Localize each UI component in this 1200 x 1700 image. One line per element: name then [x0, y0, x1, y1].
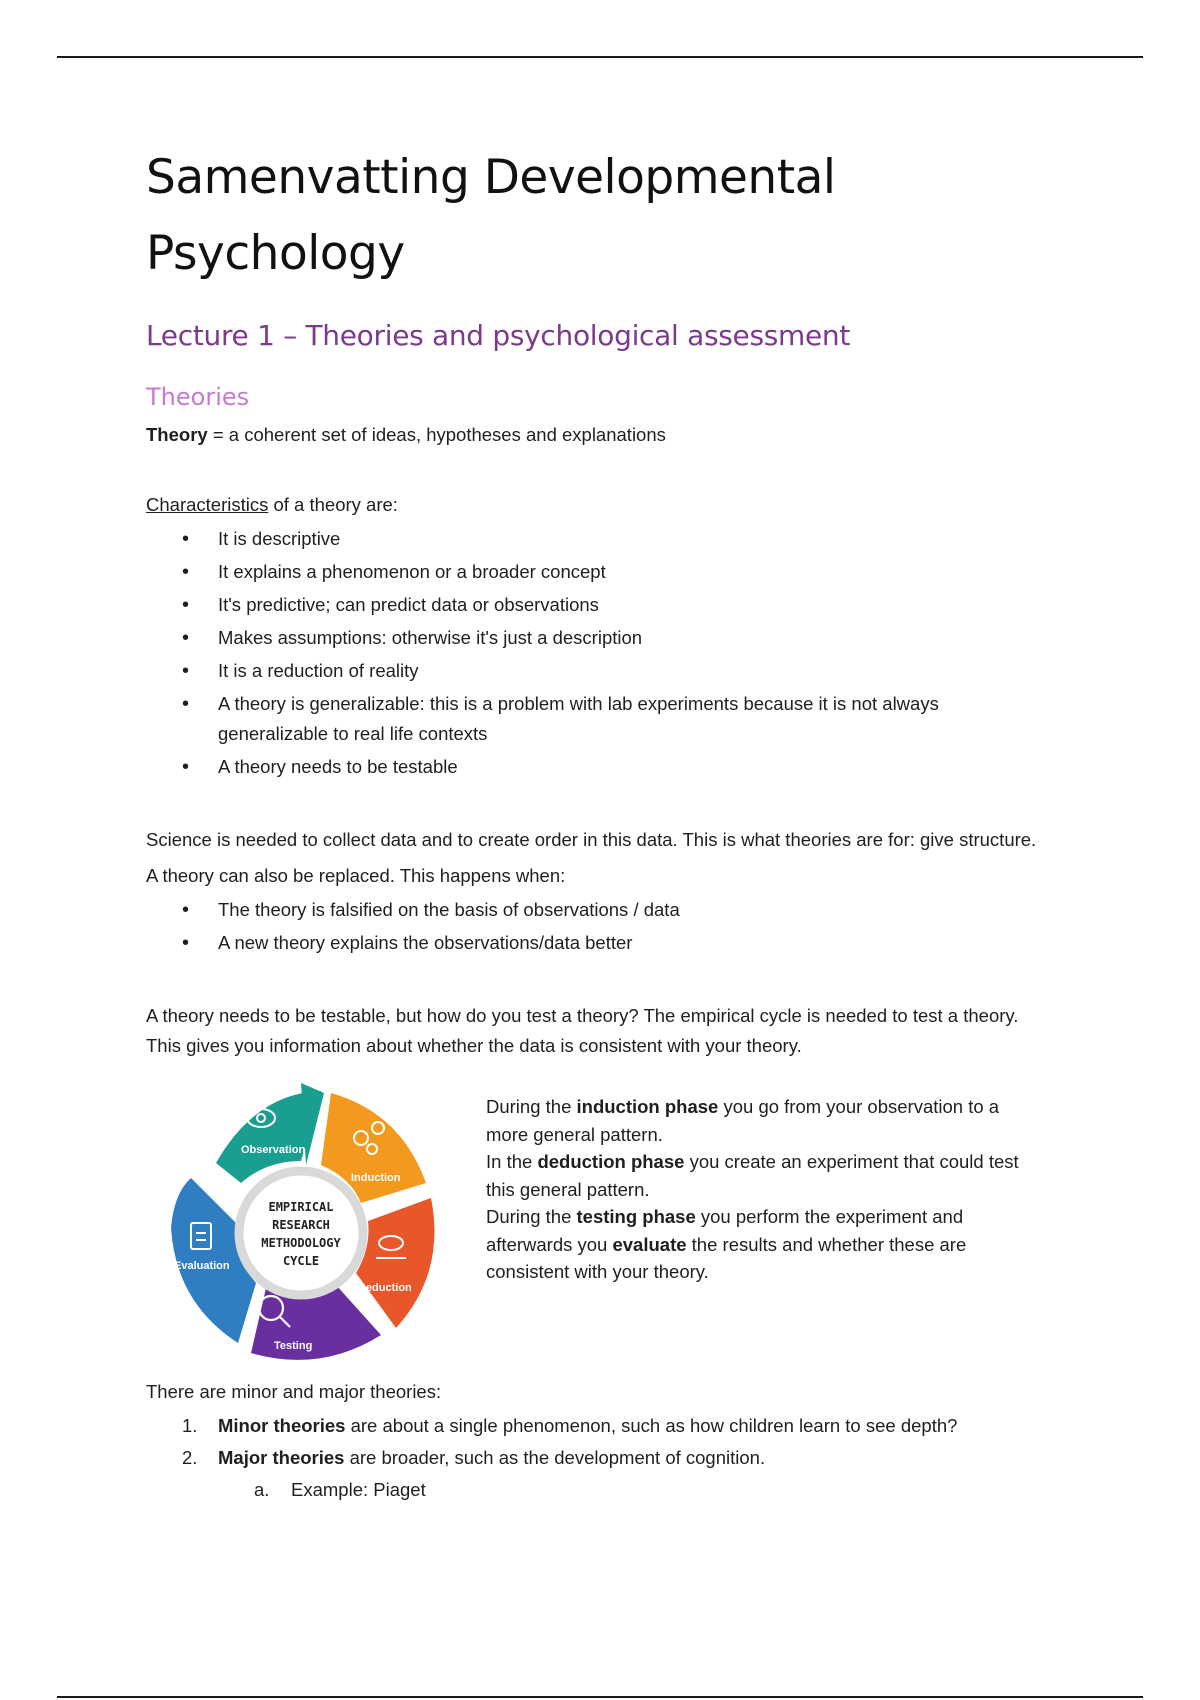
evaluate-term: evaluate	[612, 1233, 687, 1255]
list-item: • It is descriptive	[146, 524, 1046, 554]
theory-term: Theory	[146, 424, 208, 445]
science-paragraph: Science is needed to collect data and to create order in this data. This is what theories are for: give structure.	[146, 829, 1037, 850]
deduction-segment	[356, 1198, 434, 1328]
text-span: the results and whether these are consistent with your theory.	[486, 1233, 967, 1282]
empirical-cycle-diagram	[146, 1073, 446, 1373]
characteristics-list	[146, 524, 1046, 782]
deduction-term: deduction phase	[537, 1151, 685, 1172]
characteristics-intro-text: of a theory are:	[268, 494, 398, 515]
text-span: During the	[486, 1096, 577, 1117]
replace-list	[146, 895, 1046, 958]
document-title	[146, 140, 1046, 292]
theory-def-text: = a coherent set of ideas, hypotheses and explanations	[207, 424, 666, 445]
text-span: During the	[486, 1206, 577, 1227]
list-item	[146, 1443, 1046, 1505]
list-letter: a.	[254, 1479, 270, 1500]
theory-types-list	[146, 1411, 1046, 1505]
title-line-1: Samenvatting Developmental	[146, 150, 836, 205]
text-span: Example: Piaget	[291, 1479, 426, 1500]
list-item	[146, 1411, 1046, 1441]
title-line-2: Psychology	[146, 226, 405, 281]
induction-paragraph	[486, 1093, 1046, 1148]
section-heading: Theories	[146, 383, 250, 411]
list-item: • The theory is falsified on the basis of observations / data	[146, 895, 1046, 925]
theories-intro: There are minor and major theories:	[146, 1381, 442, 1402]
sub-list	[146, 1475, 1046, 1505]
list-number: 2.	[182, 1447, 198, 1468]
replace-intro: A theory can also be replaced. This happens when:	[146, 865, 566, 886]
empirical-cycle-section	[146, 1073, 1046, 1373]
text-span: are about a single phenomenon, such as how children learn to see depth?	[345, 1415, 958, 1436]
bottom-rule	[57, 1696, 1143, 1698]
observation-label: Observation	[241, 1144, 306, 1156]
cycle-center-line-3: METHODOLOGY	[261, 1236, 341, 1250]
cycle-center-line-2: RESEARCH	[272, 1218, 330, 1232]
testing-term: testing phase	[576, 1206, 696, 1227]
list-item: • It explains a phenomenon or a broader concept	[146, 557, 1046, 587]
list-item: • A theory needs to be testable	[146, 752, 1046, 782]
text-span: are broader, such as the development of cognition.	[344, 1447, 766, 1468]
characteristics-intro	[146, 490, 1046, 520]
testable-paragraph: A theory needs to be testable, but how do you test a theory? The empirical cycle is needed to test a theory. This gives you information about whether the data is consistent with your theory.	[146, 1005, 1019, 1056]
major-theories-term: Major theories	[218, 1447, 345, 1468]
induction-term: induction phase	[576, 1096, 719, 1117]
text-span: you create an experiment that could test this general pattern.	[486, 1151, 1019, 1200]
testing-paragraph	[486, 1203, 1046, 1286]
list-item: • It's predictive; can predict data or observations	[146, 590, 1046, 620]
testing-label: Testing	[274, 1340, 313, 1352]
text-span: In the	[486, 1151, 538, 1172]
lecture-heading: Lecture 1 – Theories and psychological assessment	[146, 319, 851, 352]
minor-theories-term: Minor theories	[218, 1415, 346, 1436]
deduction-label: Deduction	[358, 1282, 412, 1294]
text-span: you go from your observation to a more general pattern.	[486, 1096, 1000, 1145]
deduction-paragraph	[486, 1148, 1046, 1203]
characteristics-term: Characteristics	[146, 494, 269, 515]
cycle-center-line-4: CYCLE	[282, 1254, 320, 1268]
empirical-cycle-figure	[146, 1073, 446, 1373]
list-item: • A theory is generalizable: this is a problem with lab experiments because it is not always generalizable to real life contexts	[146, 689, 1046, 749]
list-item: • Makes assumptions: otherwise it's just a description	[146, 623, 1046, 653]
list-item	[146, 1475, 1046, 1505]
text-span: you perform the experiment and afterwards you	[486, 1206, 964, 1255]
cycle-description	[486, 1093, 1046, 1373]
list-number: 1.	[182, 1415, 198, 1436]
list-item: • It is a reduction of reality	[146, 656, 1046, 686]
theory-definition	[146, 420, 1046, 450]
induction-label: Induction	[351, 1172, 401, 1184]
evaluation-label: Evaluation	[174, 1260, 230, 1272]
cycle-center-line-1: EMPIRICAL	[268, 1200, 334, 1214]
list-item: • A new theory explains the observations/data better	[146, 928, 1046, 958]
top-rule	[57, 56, 1143, 58]
document-body	[146, 140, 1046, 1507]
